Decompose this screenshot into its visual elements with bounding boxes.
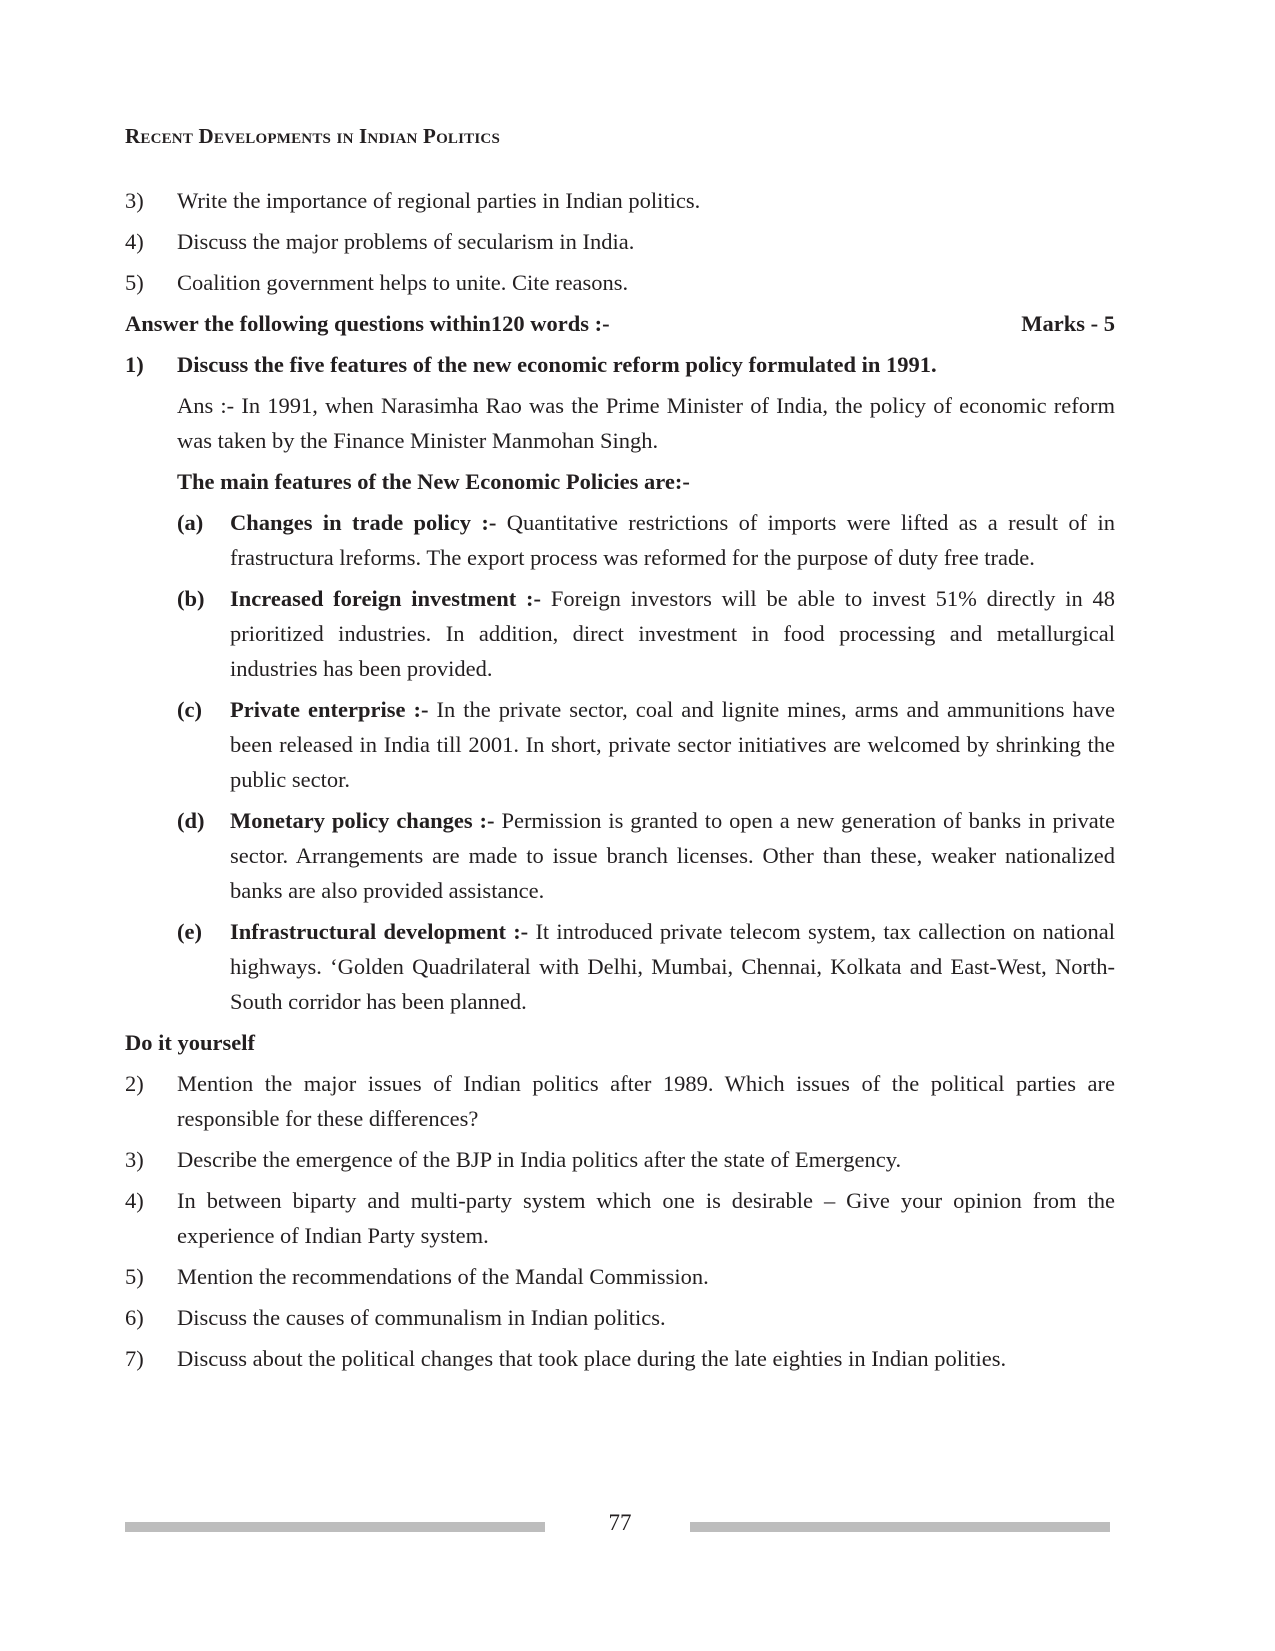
feature-title: Increased foreign investment :- (230, 586, 542, 611)
list-item (125, 1183, 1115, 1253)
list-item (125, 183, 1115, 218)
question-number: 4) (125, 1188, 144, 1213)
question-number: 5) (125, 270, 144, 295)
question-number: 7) (125, 1346, 144, 1371)
list-item (125, 1142, 1115, 1177)
list-item (125, 265, 1115, 300)
list-item (125, 1300, 1115, 1335)
question-number: 3) (125, 1147, 144, 1172)
question-number: 3) (125, 188, 144, 213)
footer-rule-right (690, 1522, 1110, 1532)
question-text: Discuss the causes of communalism in Indian politics. (177, 1305, 666, 1330)
section-instruction: Answer the following questions within120 words :- (125, 311, 610, 336)
question-number: 5) (125, 1264, 144, 1289)
feature-text: Quantitative restrictions of imports were lifted as a result of in frastructura lreforms. The export process was reformed for the purpose of duty free trade. (230, 510, 1115, 570)
question-number: 1) (125, 352, 144, 377)
feature-text: It introduced private telecom system, tax callection on national highways. ‘Golden Quadrilateral with Delhi, Mumbai, Chennai, Kolkata and East-West, North-South corridor has been planned. (230, 919, 1116, 1014)
question-text: Describe the emergence of the BJP in India politics after the state of Emergency. (177, 1147, 902, 1172)
question-number: 6) (125, 1305, 144, 1330)
question-text: Mention the major issues of Indian politics after 1989. Which issues of the political parties are responsible for these differences? (177, 1071, 1115, 1131)
question-number: 4) (125, 229, 144, 254)
feature-label: (a) (177, 510, 204, 535)
list-item (125, 224, 1115, 259)
diy-heading: Do it yourself (125, 1030, 255, 1055)
features-heading: The main features of the New Economic Policies are:- (177, 469, 690, 494)
feature-title: Infrastructural development :- (230, 919, 529, 944)
question-text: Discuss the major problems of secularism in India. (177, 229, 635, 254)
feature-text: Foreign investors will be able to invest 51% directly in 48 prioritized industries. In addition, direct investment in food processing and metallurgical industries has been provided. (230, 586, 1116, 681)
feature-item (177, 581, 1115, 686)
feature-label: (d) (177, 808, 205, 833)
footer-rule-left (125, 1522, 545, 1532)
section-heading (125, 306, 1115, 341)
marks-label: Marks - 5 (1021, 311, 1115, 336)
question-text: Discuss the five features of the new economic reform policy formulated in 1991. (177, 352, 937, 377)
feature-item (177, 914, 1115, 1019)
list-item (125, 1066, 1115, 1136)
question-text: Coalition government helps to unite. Cite reasons. (177, 270, 629, 295)
feature-label: (c) (177, 697, 202, 722)
feature-label: (e) (177, 919, 202, 944)
question-text: In between biparty and multi-party system which one is desirable – Give your opinion from the experience of Indian Party system. (177, 1188, 1115, 1248)
page-number: 77 (608, 1510, 632, 1535)
feature-item (177, 505, 1115, 575)
question-number: 2) (125, 1071, 144, 1096)
feature-label: (b) (177, 586, 205, 611)
feature-title: Changes in trade policy :- (230, 510, 497, 535)
feature-text: Permission is granted to open a new generation of banks in private sector. Arrangements are made to issue branch licenses. Other than these, weaker nationalized banks are also provided assistance. (230, 808, 1115, 903)
running-header: Recent Developments in Indian Politics (125, 124, 500, 148)
list-item (125, 1341, 1115, 1376)
feature-title: Private enterprise :- (230, 697, 429, 722)
feature-title: Monetary policy changes :- (230, 808, 495, 833)
list-item (125, 1259, 1115, 1294)
question-text: Write the importance of regional parties in Indian politics. (177, 188, 701, 213)
page-content (125, 183, 1115, 1382)
question-text: Mention the recommendations of the Mandal Commission. (177, 1264, 709, 1289)
feature-item (177, 803, 1115, 908)
feature-item (177, 692, 1115, 797)
question-1 (125, 347, 1115, 382)
question-text: Discuss about the political changes that took place during the late eighties in Indian polities. (177, 1346, 1007, 1371)
feature-text: In the private sector, coal and lignite mines, arms and ammunitions have been released in India till 2001. In short, private sector initiatives are welcomed by shrinking the public sector. (230, 697, 1115, 792)
answer-text: Ans :- In 1991, when Narasimha Rao was the Prime Minister of India, the policy of economic reform was taken by the Finance Minister Manmohan Singh. (177, 393, 1115, 453)
